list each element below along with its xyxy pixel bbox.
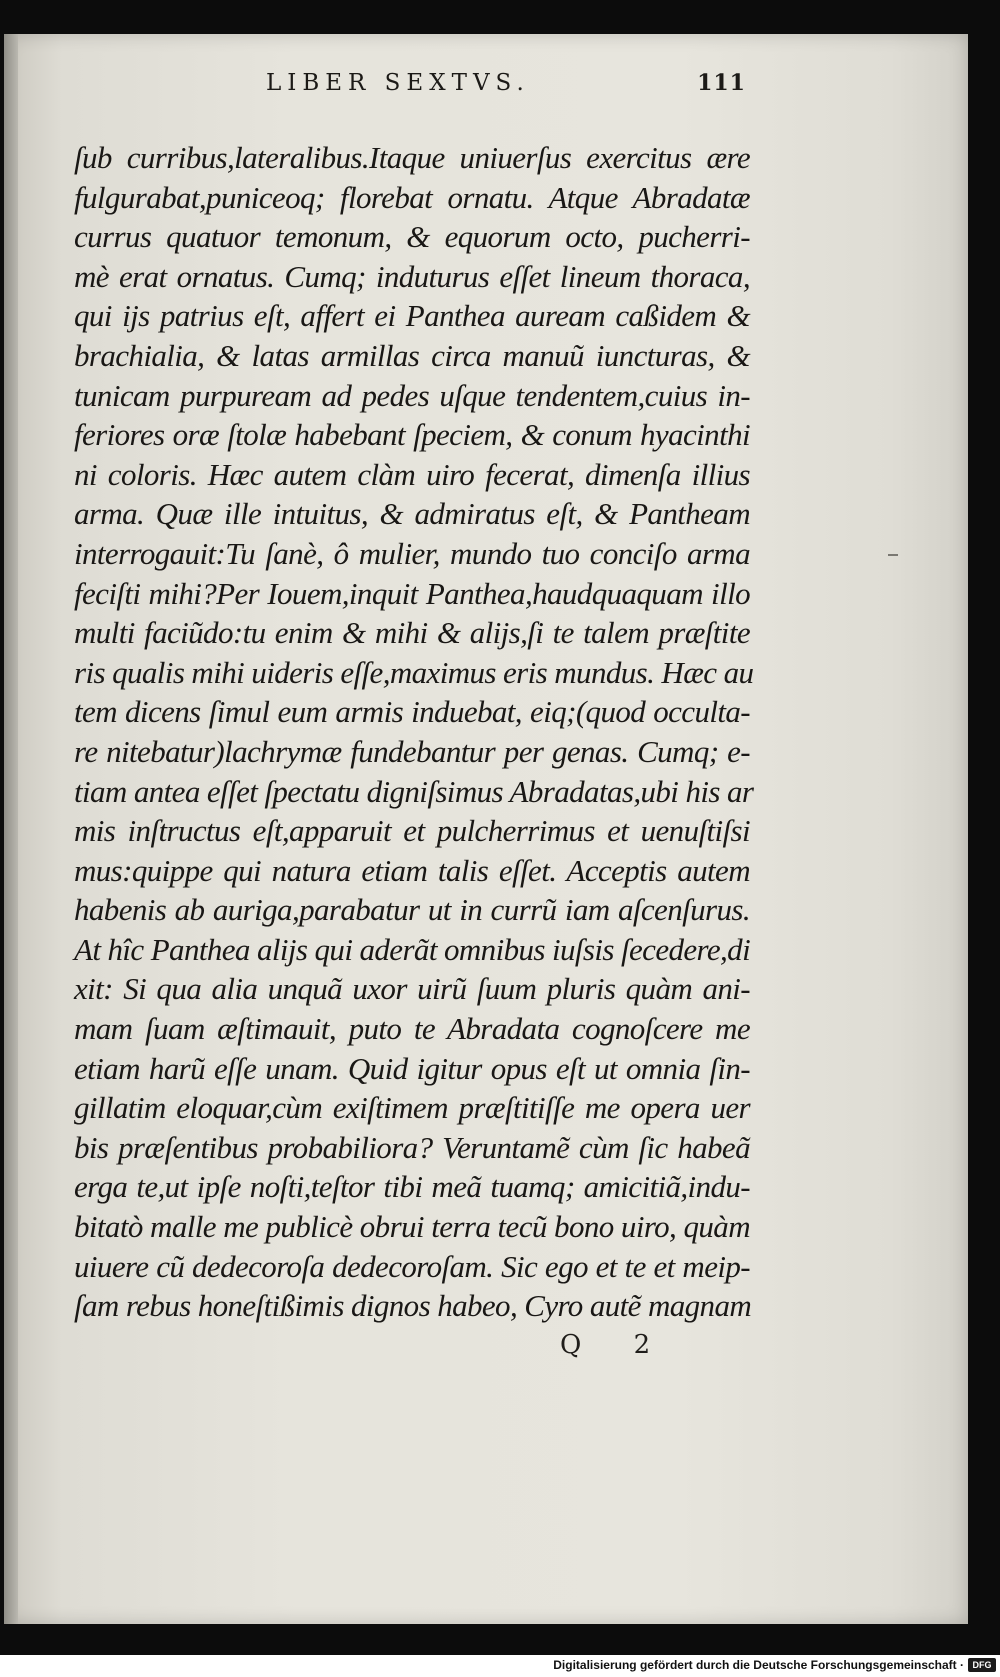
text-line: ſub curribus,lateralibus.Itaque uniuerſus exercitus ære bbox=[74, 140, 750, 175]
text-line: gillatim eloquar,cùm exiſtimem præſtitiſſe me opera uer bbox=[74, 1090, 750, 1126]
text-line: mis inſtructus eſt,apparuit et pulcherrimus et uenuſtiſsi bbox=[74, 813, 750, 849]
text-line: mè erat ornatus. Cumq; induturus eſſet lineum thoraca, bbox=[74, 258, 750, 294]
text-line: mus:quippe qui natura etiam talis eſſet. Acceptis autem bbox=[74, 852, 750, 888]
text-line: habenis ab auriga,parabatur ut in currũ iam aſcenſurus. bbox=[74, 892, 750, 928]
text-line: ni coloris. Hæc autem clàm uiro fecerat, dimenſa illius bbox=[74, 456, 750, 492]
text-line: arma. Quæ ille intuitus, & admiratus eſt, & Pantheam bbox=[74, 496, 750, 532]
text-line: ſam rebus honeſtißimis dignos habeo, Cyro autẽ magnam bbox=[74, 1288, 752, 1324]
paper-speck bbox=[888, 554, 898, 556]
funding-credit: Digitalisierung gefördert durch die Deutsche Forschungsgemeinschaft · bbox=[553, 1658, 964, 1672]
text-line: feriores oræ ſtolæ habebant ſpeciem, & conum hyacinthi bbox=[74, 417, 750, 453]
dfg-logo: DFG bbox=[968, 1658, 996, 1672]
page-header bbox=[266, 70, 746, 104]
text-line: bis præſentibus probabiliora? Veruntamẽ cùm ſic habeã bbox=[74, 1129, 750, 1165]
text-line: mam ſuam æſtimauit, puto te Abradata cognoſcere me bbox=[74, 1011, 750, 1047]
text-line: fulgurabat,puniceoq; florebat ornatu. Atque Abradatæ bbox=[74, 179, 750, 215]
text-line: multi faciũdo:tu enim & mihi & alijs,ſi te talem præſtite bbox=[74, 615, 750, 651]
page-number: 111 bbox=[697, 70, 746, 96]
text-line: interrogauit:Tu ſanè, ô mulier, mundo tuo conciſo arma bbox=[74, 535, 750, 571]
text-line: ris qualis mihi uideris eſſe,maximus eris mundus. Hæc au bbox=[74, 654, 754, 690]
text-line: bitatò malle me publicè obrui terra tecũ bono uiro, quàm bbox=[74, 1209, 750, 1245]
text-line: etiam harũ eſſe unam. Quid igitur opus eſt ut omnia ſin- bbox=[74, 1050, 750, 1086]
text-line: qui ijs patrius eſt, affert ei Panthea auream caßidem & bbox=[74, 298, 750, 334]
text-line: xit: Si qua alia unquã uxor uirũ ſuum pluris quàm ani- bbox=[74, 971, 750, 1007]
body-text bbox=[74, 138, 754, 1326]
text-line: uiuere cũ dedecoroſa dedecoroſam. Sic ego et te et meip- bbox=[74, 1248, 750, 1284]
text-line: brachialia, & latas armillas circa manuũ iuncturas, & bbox=[74, 337, 750, 373]
text-line: feciſti mihi?Per Iouem,inquit Panthea,haudquaquam illo bbox=[74, 575, 750, 611]
text-line: tem dicens ſimul eum armis induebat, eiq;(quod occulta- bbox=[74, 694, 750, 730]
text-line: At hîc Panthea alijs qui aderãt omnibus iuſsis ſecedere,di bbox=[74, 931, 751, 967]
running-title: LIBER SEXTVS. bbox=[266, 70, 530, 96]
signature-mark: Q 2 bbox=[560, 1330, 673, 1360]
text-line: erga te,ut ipſe noſti,teſtor tibi meã tuamq; amicitiã,indu- bbox=[74, 1169, 750, 1205]
text-line: re nitebatur)lachrymæ fundebantur per genas. Cumq; e- bbox=[74, 733, 750, 769]
text-line: tiam antea eſſet ſpectatu digniſsimus Abradatas,ubi his ar bbox=[74, 773, 754, 809]
footer-strip bbox=[0, 1655, 1000, 1677]
page-edge bbox=[4, 34, 18, 1624]
text-line: currus quatuor temonum, & equorum octo, pucherri- bbox=[74, 219, 750, 255]
text-line: tunicam purpuream ad pedes uſque tendentem,cuius in- bbox=[74, 377, 750, 413]
